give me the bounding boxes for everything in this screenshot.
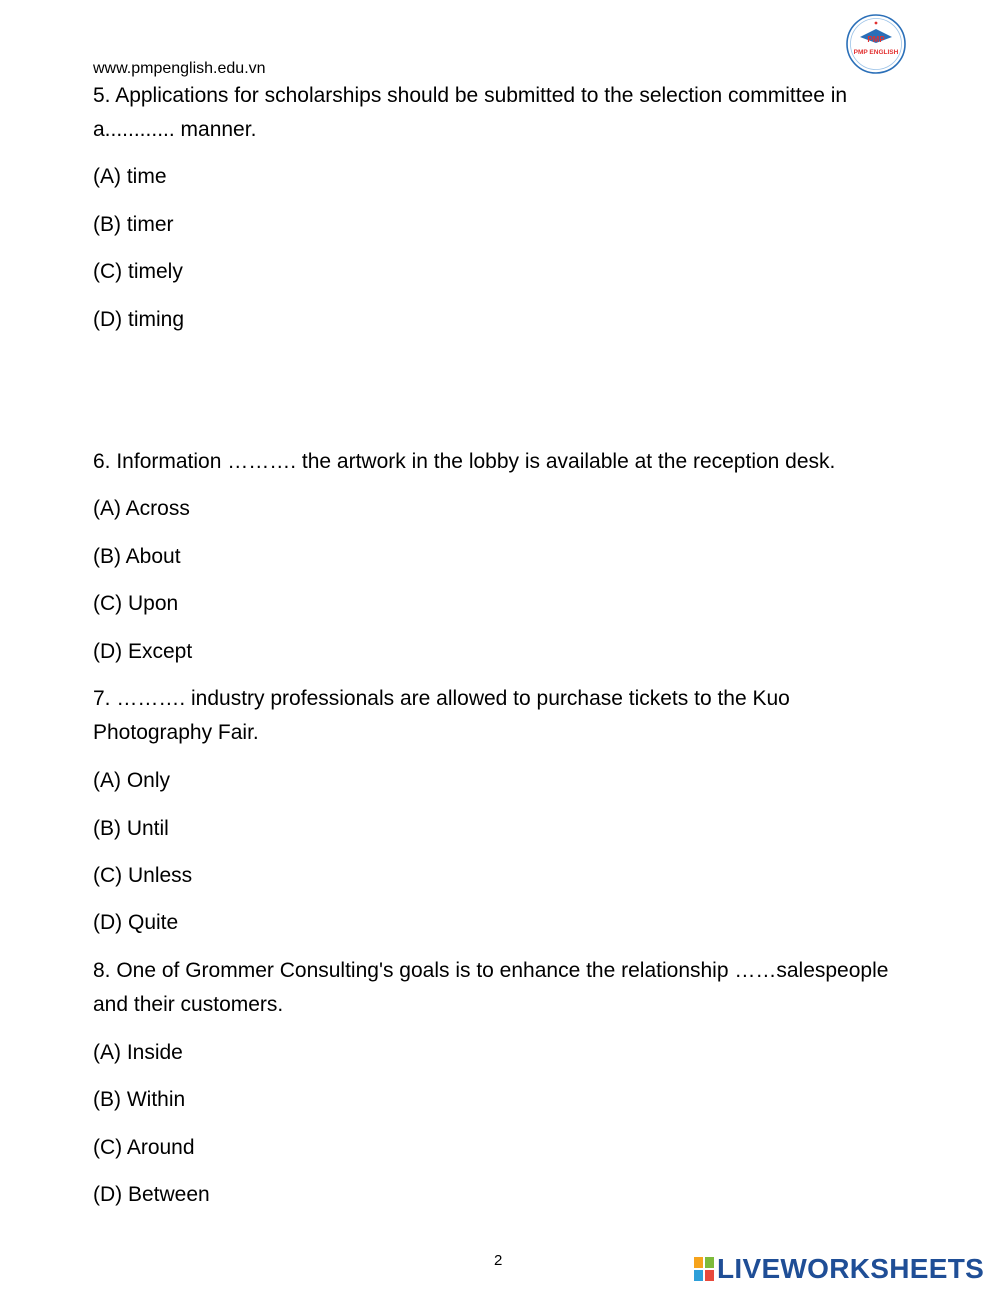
logo-mark: PMP xyxy=(867,35,885,44)
question-7-option-a[interactable]: (A) Only xyxy=(93,769,171,792)
question-7-option-b[interactable]: (B) Until xyxy=(93,817,169,840)
question-5-option-c[interactable]: (C) timely xyxy=(93,260,183,283)
question-5-text: 5. Applications for scholarships should be submitted to the selection committee in a............ manner. xyxy=(93,84,848,141)
question-8-option-d[interactable]: (D) Between xyxy=(93,1183,210,1206)
question-8-text: 8. One of Grommer Consulting's goals is to enhance the relationship ……salespeople and their customers. xyxy=(93,959,889,1016)
question-7-text: 7. ………. industry professionals are allowed to purchase tickets to the Kuo Photography Fair. xyxy=(93,687,790,744)
page-number: 2 xyxy=(494,1252,503,1269)
question-6-option-d[interactable]: (D) Except xyxy=(93,640,193,663)
question-5-option-d[interactable]: (D) timing xyxy=(93,308,185,331)
logo-text: PMP ENGLISH xyxy=(853,49,899,56)
question-8-option-b[interactable]: (B) Within xyxy=(93,1088,186,1111)
question-6-option-a[interactable]: (A) Across xyxy=(93,497,190,520)
question-7-option-d[interactable]: (D) Quite xyxy=(93,911,179,934)
site-url: www.pmpenglish.edu.vn xyxy=(93,60,266,77)
liveworksheets-icon xyxy=(693,1256,715,1282)
pmp-english-logo xyxy=(845,13,907,75)
question-5-option-b[interactable]: (B) timer xyxy=(93,213,174,236)
liveworksheets-text: LIVEWORKSHEETS xyxy=(717,1253,985,1284)
question-6-option-b[interactable]: (B) About xyxy=(93,545,181,568)
liveworksheets-brand[interactable] xyxy=(693,1253,984,1285)
question-8-option-a[interactable]: (A) Inside xyxy=(93,1041,183,1064)
question-6-text: 6. Information ………. the artwork in the lobby is available at the reception desk. xyxy=(93,450,836,473)
question-6-option-c[interactable]: (C) Upon xyxy=(93,592,179,615)
question-8-option-c[interactable]: (C) Around xyxy=(93,1136,195,1159)
question-5-option-a[interactable]: (A) time xyxy=(93,165,167,188)
question-7-option-c[interactable]: (C) Unless xyxy=(93,864,193,887)
